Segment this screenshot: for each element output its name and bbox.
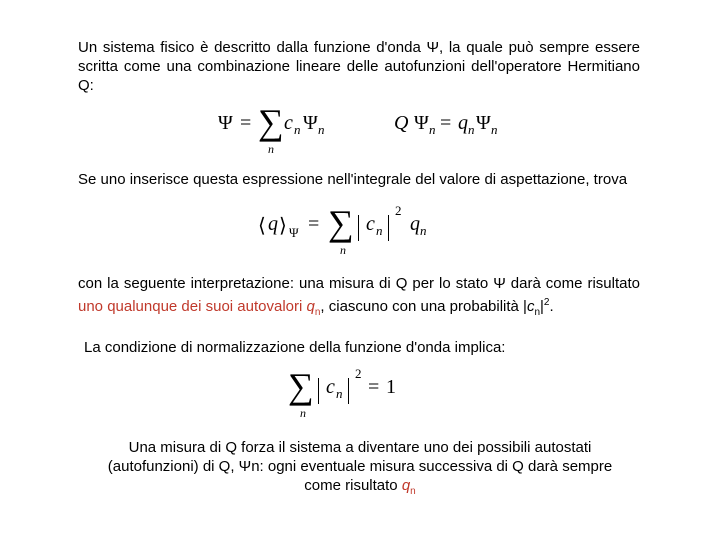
highlight-text: [78, 298, 321, 318]
eigenvalue-index: n: [420, 223, 427, 238]
psi-n-index: n: [491, 122, 498, 137]
expectation-equation: [258, 205, 438, 260]
coefficient-index: n: [534, 307, 541, 318]
collapse-line-1: Una misura di Q forza il sistema a diventare uno dei possibili autostati: [128, 439, 592, 456]
equals-sign: =: [440, 112, 452, 134]
intro-paragraph: Un sistema fisico è descritto dalla funzione d'onda Ψ, la quale può sempre essere scritta come una combinazione lineare delle autofunzioni dell'operatore Hermitiano Q:: [78, 39, 640, 94]
eigenvalue-q: q: [401, 477, 411, 494]
square-exponent: 2: [543, 297, 550, 308]
eigenvalue-index: n: [314, 307, 321, 318]
collapse-line-3-text: come risultato: [304, 477, 402, 494]
eigenvalue-index: n: [468, 122, 475, 137]
coefficient-c: c: [284, 112, 293, 134]
psi-index: n: [429, 122, 436, 137]
expectation-q: q: [268, 213, 278, 235]
psi-n-index: n: [318, 122, 325, 137]
normalization-paragraph: La condizione di normalizzazione della funzione d'onda implica:: [84, 339, 506, 356]
interpretation-paragraph: [78, 274, 640, 322]
abs-left-bar: [318, 378, 319, 404]
right-angle: ⟩: [279, 215, 287, 237]
sum-symbol: ∑: [328, 203, 354, 243]
abs-right-bar: [388, 215, 389, 241]
period: .: [549, 298, 554, 315]
abs-left-bar: [358, 215, 359, 241]
eigenvalue-equation: [394, 108, 514, 138]
coefficient-c: c: [326, 376, 335, 398]
square-exponent: 2: [355, 366, 362, 381]
psi-n-symbol: Ψ: [303, 112, 318, 134]
coefficient-index: n: [336, 386, 343, 401]
interpretation-text: con la seguente interpretazione: una misura di Q per lo stato Ψ darà come risultato: [78, 275, 640, 292]
highlight-phrase: uno qualunque dei suoi autovalori: [78, 298, 307, 315]
sum-symbol: ∑: [288, 366, 314, 406]
eigenvalue-index: n: [410, 486, 416, 497]
coefficient-c: c: [366, 213, 375, 235]
equals-sign: =: [240, 112, 252, 134]
operator-q: Q: [394, 112, 409, 134]
equals-sign: =: [368, 376, 380, 398]
abs-right-bar: [348, 378, 349, 404]
collapse-paragraph: [60, 438, 660, 501]
equals-sign: =: [308, 213, 320, 235]
eigenvalue-q: q: [410, 213, 420, 235]
sum-symbol: ∑: [258, 102, 284, 142]
coefficient-index: n: [294, 122, 301, 137]
left-angle: ⟨: [258, 215, 266, 237]
probability-text: , ciascuno con una probabilità |: [320, 298, 527, 315]
psi-n-symbol: Ψ: [476, 112, 491, 134]
expectation-paragraph: Se uno inserisce questa espressione nell'integrale del valore di aspettazione, trova: [78, 171, 628, 188]
collapse-line-3: [60, 476, 660, 501]
result-eigenvalue: [401, 477, 416, 497]
abs-bar: |: [540, 298, 544, 315]
sum-index: n: [300, 406, 306, 420]
normalization-equation: [288, 368, 408, 423]
psi-subscript: Ψ: [289, 225, 299, 240]
sum-index: n: [268, 142, 274, 156]
coefficient-index: n: [376, 223, 383, 238]
collapse-line-2: (autofunzioni) di Q, Ψn: ogni eventuale misura successiva di Q darà sempre: [107, 458, 613, 475]
sum-index: n: [340, 243, 346, 257]
coefficient-c: c: [526, 298, 535, 315]
one: 1: [386, 376, 396, 398]
square-exponent: 2: [395, 203, 402, 218]
eigenvalue-q: q: [458, 112, 468, 134]
expansion-equation: [218, 102, 338, 158]
psi-symbol: Ψ: [218, 112, 233, 134]
eigenvalue-q: q: [306, 298, 315, 315]
psi-symbol: Ψ: [414, 112, 429, 134]
